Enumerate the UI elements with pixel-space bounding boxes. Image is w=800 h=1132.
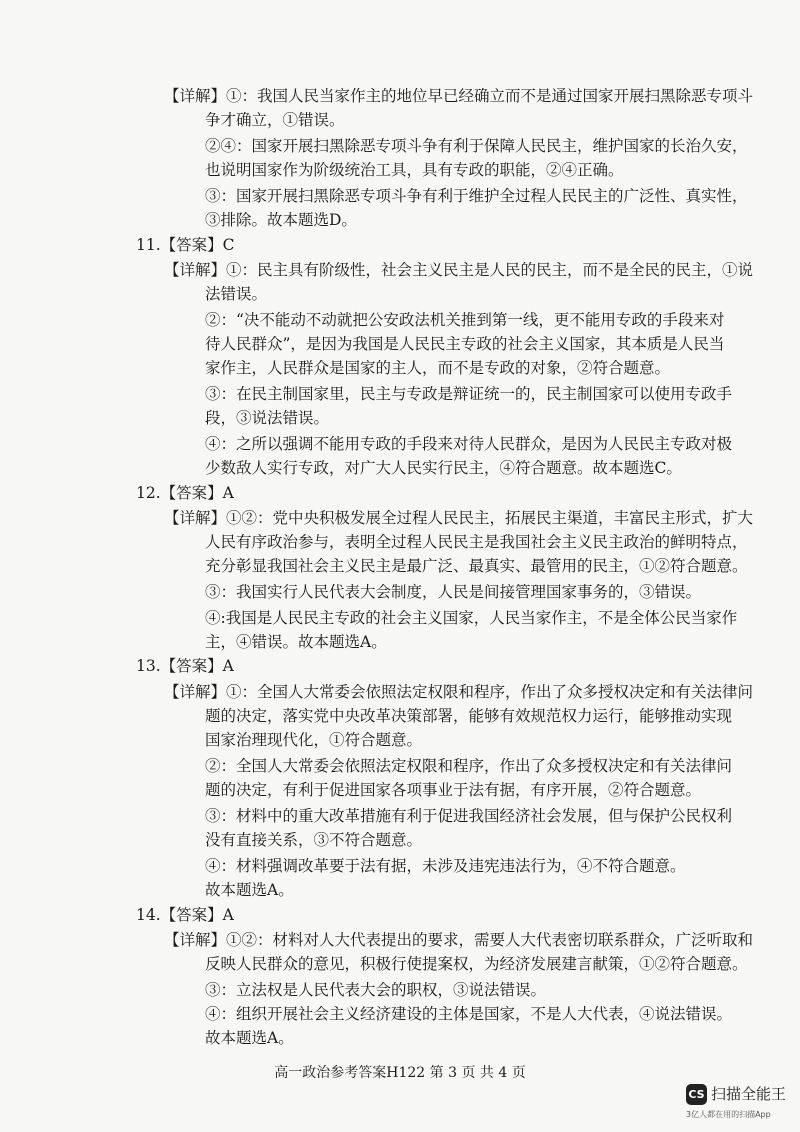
text-line: 故本题选A。 — [205, 881, 294, 899]
text-line: 待人民群众”，是因为我国是人民民主专政的社会主义国家，其本质是人民当 — [205, 335, 725, 353]
logo-tagline: 3亿人都在用的扫描App — [686, 1110, 771, 1119]
scanner-logo — [686, 1084, 790, 1124]
page-footer: 高一政治参考答案H122 第 3 页 共 4 页 — [274, 1065, 526, 1081]
text-line: ③排除。故本题选D。 — [205, 211, 357, 229]
text-line: 【详解】①②：党中央积极发展全过程人民民主，拓展民主渠道，丰富民主形式，扩大 — [164, 509, 754, 527]
text-line: 12.【答案】A — [136, 484, 234, 502]
text-line: 少数敌人实行专政，对广大人民实行民主，④符合题意。故本题选C。 — [205, 459, 682, 477]
text-line: 充分彰显我国社会主义民主是最广泛、最真实、最管用的民主，①②符合题意。 — [205, 557, 748, 575]
text-line: 【详解】①：我国人民当家作主的地位早已经确立而不是通过国家开展扫黑除恶专项斗 — [164, 87, 754, 105]
text-line: ④:我国是人民民主专政的社会主义国家，人民当家作主，不是全体公民当家作 — [205, 609, 738, 627]
text-line: 【详解】①：民主具有阶级性，社会主义民主是人民的民主，而不是全民的民主，①说 — [164, 261, 754, 279]
text-line: 13.【答案】A — [136, 657, 234, 675]
text-line: ③：立法权是人民代表大会的职权，③说法错误。 — [205, 981, 547, 999]
text-line: 人民有序政治参与，表明全过程人民民主是我国社会主义民主政治的鲜明特点， — [205, 533, 748, 551]
text-line: ④：组织开展社会主义经济建设的主体是国家，不是人大代表，④说法错误。 — [205, 1005, 733, 1023]
text-line: 没有直接关系，③不符合题意。 — [205, 831, 423, 849]
text-line: ③：在民主制国家里，民主与专政是辩证统一的，民主制国家可以使用专政手 — [205, 385, 733, 403]
text-line: ②：“决不能动不动就把公安政法机关推到第一线，更不能用专政的手段来对 — [205, 311, 725, 329]
text-line: 国家治理现代化，①符合题意。 — [205, 731, 423, 749]
text-line: ④：材料强调改革要于法有据，未涉及违宪违法行为，④不符合题意。 — [205, 857, 686, 875]
text-line: 题的决定，有利于促进国家各项事业于法有据，有序开展，②符合题意。 — [205, 781, 702, 799]
text-line: 题的决定，落实党中央改革决策部署，能够有效规范权力运行，能够推动实现 — [205, 707, 733, 725]
text-line: ③：材料中的重大改革措施有利于促进我国经济社会发展，但与保护公民权利 — [205, 807, 733, 825]
text-line: 11.【答案】C — [136, 236, 235, 254]
text-line: ②：全国人大常委会依照法定权限和程序，作出了众多授权决定和有关法律问 — [205, 757, 733, 775]
text-line: 家作主，人民群众是国家的主人，而不是专政的对象，②符合题意。 — [205, 359, 671, 377]
logo-name: 扫描全能王 — [711, 1085, 787, 1103]
text-line: 故本题选A。 — [205, 1029, 294, 1047]
text-line: ②④：国家开展扫黑除恶专项斗争有利于保障人民民主，维护国家的长治久安， — [205, 137, 748, 155]
text-line: 【详解】①：全国人大常委会依照法定权限和程序，作出了众多授权决定和有关法律问 — [164, 683, 754, 701]
text-line: 段，③说法错误。 — [205, 409, 330, 427]
text-line: 也说明国家作为阶级统治工具，具有专政的职能，②④正确。 — [205, 161, 624, 179]
text-line: ④：之所以强调不能用专政的手段来对待人民群众，是因为人民民主专政对极 — [205, 435, 733, 453]
text-line: 主，④错误。故本题选A。 — [205, 633, 387, 651]
text-line: ③：国家开展扫黑除恶专项斗争有利于维护全过程人民民主的广泛性、真实性， — [205, 187, 748, 205]
text-line: 14.【答案】A — [136, 906, 234, 924]
text-line: 法错误。 — [205, 285, 268, 303]
cs-logo-icon: CS — [686, 1084, 707, 1105]
text-line: ③：我国实行人民代表大会制度，人民是间接管理国家事务的，③错误。 — [205, 583, 702, 601]
text-line: 争才确立，①错误。 — [205, 111, 345, 129]
text-line: 反映人民群众的意见，积极行使提案权，为经济发展建言献策，①②符合题意。 — [205, 955, 748, 973]
text-line: 【详解】①②：材料对人大代表提出的要求，需要人大代表密切联系群众，广泛听取和 — [164, 931, 754, 949]
